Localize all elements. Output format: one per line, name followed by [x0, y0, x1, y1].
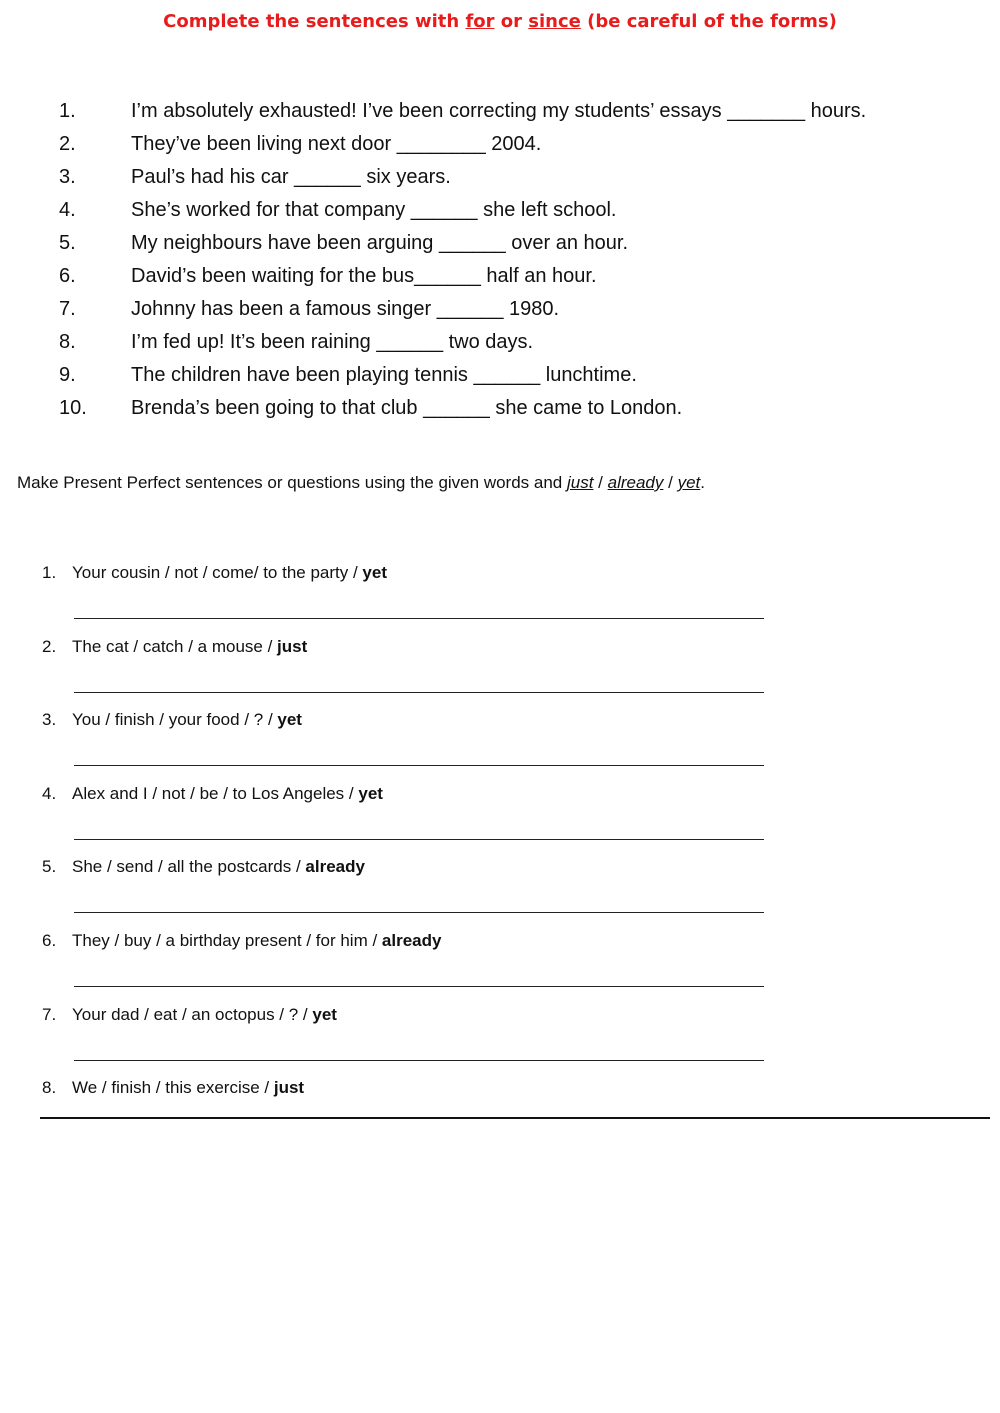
prompt-keyword: yet	[362, 563, 387, 582]
instruction-keyword-just: just	[566, 473, 594, 492]
bottom-divider	[40, 1117, 990, 1119]
prompt-keyword: just	[277, 636, 308, 656]
item-number: 4.	[59, 199, 76, 221]
item-number: 4.	[42, 783, 57, 803]
prompt-keyword: already	[305, 857, 365, 877]
item-prompt	[72, 784, 383, 804]
page-title	[0, 11, 1000, 32]
list-item	[0, 708, 1000, 782]
item-number: 1.	[42, 563, 57, 582]
list-item	[0, 293, 1000, 326]
title-keyword-for: for	[465, 11, 495, 32]
list-item	[0, 855, 1000, 929]
instruction-keyword-already: already	[607, 473, 664, 492]
title-text-2: or	[494, 11, 529, 32]
prompt-keyword: just	[273, 1078, 305, 1098]
prompt-words: Your dad / eat / an octopus / ? /	[72, 1004, 313, 1024]
prompt-words: Alex and I / not / be / to Los Angeles /	[72, 783, 359, 803]
item-number: 6.	[59, 265, 76, 287]
title-text-1: Complete the sentences with	[163, 11, 466, 32]
list-item	[0, 161, 1000, 194]
item-number: 8.	[59, 331, 76, 353]
item-number: 8.	[42, 1078, 57, 1098]
answer-line[interactable]	[74, 692, 764, 693]
list-item	[0, 260, 1000, 293]
prompt-words: We / finish / this exercise /	[72, 1078, 274, 1098]
answer-line[interactable]	[74, 839, 764, 840]
list-item	[0, 95, 1000, 128]
item-number: 7.	[42, 1004, 57, 1024]
item-number: 5.	[59, 232, 76, 254]
list-item	[0, 194, 1000, 227]
present-perfect-exercise-list	[0, 561, 1000, 1150]
prompt-keyword: yet	[312, 1004, 337, 1024]
item-number: 2.	[59, 133, 76, 155]
for-since-exercise-list	[0, 95, 1000, 425]
list-item	[0, 1076, 1000, 1150]
instruction-separator: /	[593, 473, 608, 492]
item-sentence: I’m absolutely exhausted! I’ve been correcting my students’ essays _______ hours.	[131, 100, 867, 122]
item-sentence: She’s worked for that company ______ she left school.	[131, 199, 617, 221]
item-number: 1.	[59, 100, 76, 122]
answer-line[interactable]	[74, 618, 764, 619]
answer-line[interactable]	[74, 1060, 764, 1061]
item-prompt	[72, 1005, 337, 1025]
item-prompt	[72, 563, 387, 583]
item-sentence: Paul’s had his car ______ six years.	[131, 166, 451, 188]
item-number: 9.	[59, 364, 76, 386]
instruction-text: Make Present Perfect sentences or questions using the given words and	[17, 473, 567, 492]
instruction-separator: /	[663, 473, 678, 492]
title-text-3: (be careful of the forms)	[580, 11, 837, 32]
item-sentence: The children have been playing tennis ______ lunchtime.	[131, 364, 637, 386]
prompt-words: She / send / all the postcards /	[72, 857, 306, 877]
item-prompt	[72, 637, 307, 657]
item-sentence: They’ve been living next door ________ 2004.	[131, 133, 542, 155]
list-item	[0, 326, 1000, 359]
instruction-keyword-yet: yet	[677, 473, 701, 492]
list-item	[0, 1003, 1000, 1077]
item-number: 5.	[42, 857, 57, 877]
list-item	[0, 561, 1000, 635]
item-number: 10.	[59, 397, 87, 419]
item-prompt	[72, 1078, 304, 1098]
list-item	[0, 782, 1000, 856]
title-keyword-since: since	[528, 11, 581, 32]
instruction-period: .	[700, 473, 705, 492]
item-prompt	[72, 857, 365, 877]
prompt-keyword: yet	[277, 710, 302, 730]
item-number: 3.	[59, 166, 76, 188]
list-item	[0, 359, 1000, 392]
item-sentence: Brenda’s been going to that club ______ she came to London.	[131, 397, 683, 419]
list-item	[0, 392, 1000, 425]
item-number: 2.	[42, 636, 57, 656]
answer-line[interactable]	[74, 765, 764, 766]
prompt-keyword: already	[381, 930, 442, 950]
list-item	[0, 929, 1000, 1003]
list-item	[0, 635, 1000, 709]
prompt-words: Your cousin / not / come/ to the party /	[72, 563, 363, 582]
answer-line[interactable]	[74, 912, 764, 913]
answer-line[interactable]	[74, 986, 764, 987]
item-prompt	[72, 931, 441, 951]
item-sentence: I’m fed up! It’s been raining ______ two days.	[131, 331, 534, 353]
list-item	[0, 227, 1000, 260]
item-sentence: My neighbours have been arguing ______ over an hour.	[131, 232, 629, 254]
item-number: 6.	[42, 930, 57, 950]
item-sentence: Johnny has been a famous singer ______ 1980.	[131, 298, 560, 320]
prompt-words: They / buy / a birthday present / for him /	[72, 930, 382, 950]
prompt-words: You / finish / your food / ? /	[72, 710, 278, 730]
section2-instruction	[17, 473, 705, 493]
item-number: 3.	[42, 710, 57, 730]
list-item	[0, 128, 1000, 161]
prompt-words: The cat / catch / a mouse /	[72, 636, 278, 656]
item-sentence: David’s been waiting for the bus______ half an hour.	[131, 265, 597, 287]
item-prompt	[72, 710, 302, 730]
item-number: 7.	[59, 298, 76, 320]
prompt-keyword: yet	[358, 783, 383, 803]
